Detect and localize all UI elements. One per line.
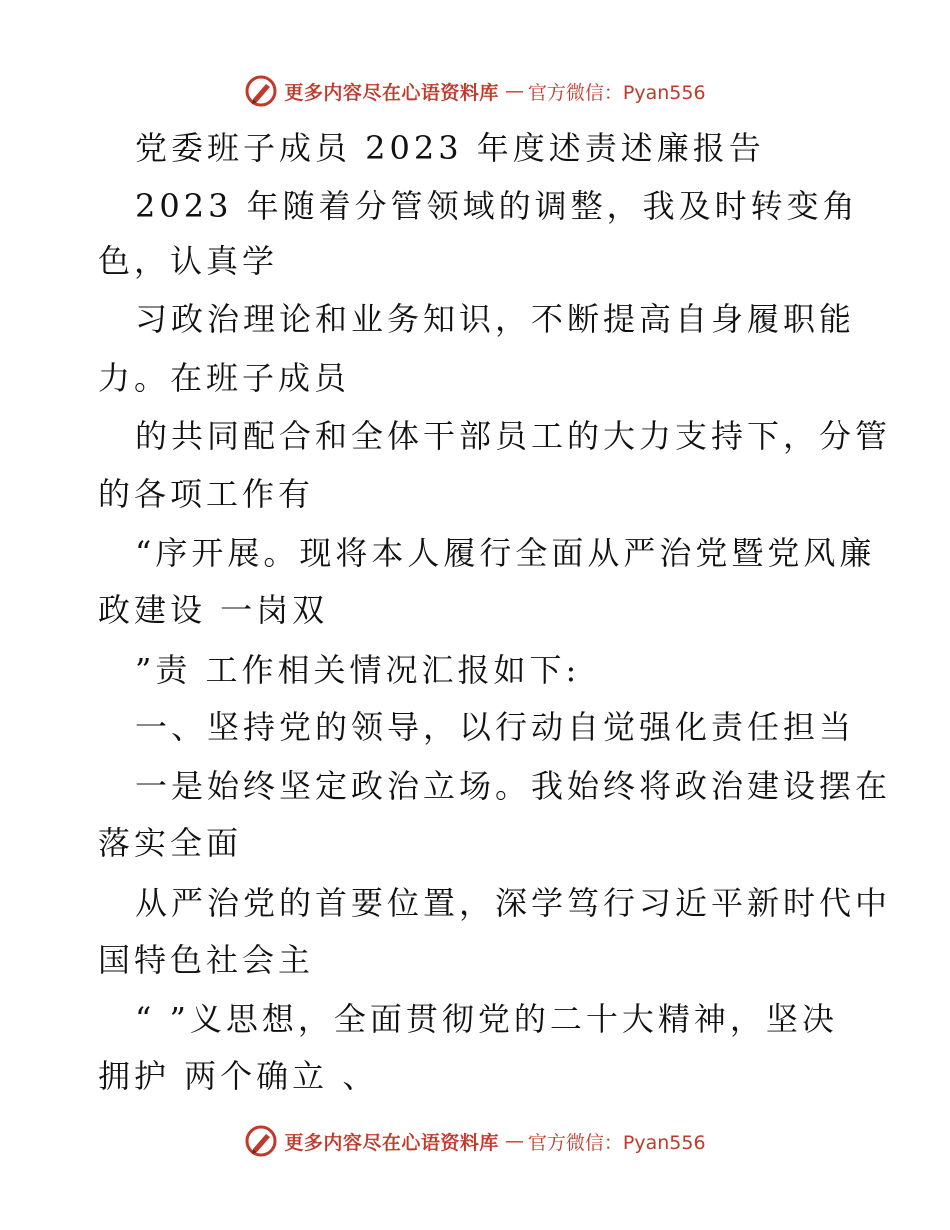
- paragraph-line: 的各项工作有: [98, 475, 315, 513]
- paragraph-line: 的共同配合和全体干部员工的大力支持下，分管: [135, 417, 892, 455]
- paragraph-line: 习政治理论和业务知识，不断提高自身履职能: [135, 300, 856, 338]
- footer-watermark: [0, 1124, 950, 1158]
- paragraph-line: 力。在班子成员: [98, 359, 351, 397]
- paragraph-line: 一是始终坚定政治立场。我始终将政治建设摆在: [135, 767, 892, 805]
- pen-logo-icon: [244, 1124, 278, 1158]
- watermark-brand-text: 更多内容尽在心语资料库: [284, 1131, 499, 1154]
- paragraph-line: 从严治党的首要位置，深学笃行习近平新时代中: [135, 884, 892, 922]
- paragraph-line: “序开展。现将本人履行全面从严治党暨党风廉: [135, 534, 876, 572]
- paragraph-line: 政建设 一岗双: [98, 591, 329, 629]
- paragraph-line: 色，认真学: [98, 242, 279, 280]
- paragraph-line: “ ”义思想，全面贯彻党的二十大精神，坚决: [135, 1000, 838, 1038]
- watermark-dash: —: [504, 80, 522, 102]
- paragraph-line: ”责 工作相关情况汇报如下:: [135, 651, 581, 689]
- paragraph-line: 2023 年随着分管领域的调整，我及时转变角: [135, 187, 859, 225]
- watermark-wechat-text: 官方微信：Pyan556: [527, 81, 706, 104]
- paragraph-line: 落实全面: [98, 824, 243, 862]
- document-title: 党委班子成员 2023 年度述责述廉报告: [135, 129, 765, 167]
- header-watermark: [0, 74, 950, 108]
- paragraph-line: 国特色社会主: [98, 941, 315, 979]
- section-heading: 一、坚持党的领导，以行动自觉强化责任担当: [135, 708, 856, 746]
- watermark-dash: —: [504, 1130, 522, 1152]
- watermark-brand-text: 更多内容尽在心语资料库: [284, 81, 499, 104]
- watermark-wechat-text: 官方微信：Pyan556: [527, 1131, 706, 1154]
- pen-logo-icon: [244, 74, 278, 108]
- paragraph-line: 拥护 两个确立 、: [98, 1057, 379, 1095]
